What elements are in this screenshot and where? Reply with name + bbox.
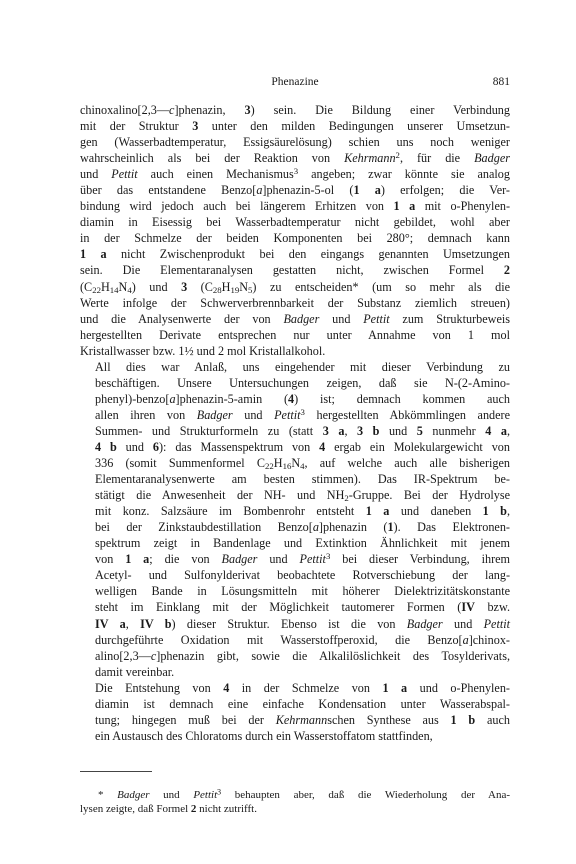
text-line: steht im Einklang mit der Möglichkeit tautomerer Formen (IV bzw.: [95, 600, 511, 615]
page-number: 881: [492, 76, 510, 88]
text-line: damit vereinbar.: [95, 664, 175, 679]
text-line: wahrscheinlich als bei der Reaktion von Kehrmann$^2$, für die Badger: [80, 150, 510, 166]
text-line: bindung wird jedoch auch bei längerem Erhitzen von 1 a mit o-Phenylen-: [80, 199, 511, 214]
text-line: durchgeführte Oxidation mit Wasserstoffperoxid, die Benzo[a]chinox-: [95, 632, 510, 647]
text-line: gen (Wasserbadtemperatur, Essigsäurelösung) schien uns noch weniger: [80, 135, 510, 150]
text-line: spektrum zeigt in Bandenlage und Extinktion Ähnlichkeit mit jenem: [95, 536, 510, 551]
text-line: Elementaranalysenwerte am besten stimmen). Das IR-Spektrum be-: [95, 472, 510, 487]
text-line: diamin ist demnach eine einfache Kondensation unter Wasserabspal-: [95, 696, 510, 711]
text-line: und die Analysenwerte der von Badger und Pettit zum Strukturbeweis: [80, 311, 511, 326]
paragraph: [80, 102, 510, 359]
text-line: 4 b und 6): das Massenspektrum von 4 ergab ein Molekulargewicht von: [95, 439, 510, 454]
text-line: Acetyl- und Sulfonylderivat beobachtete Rotverschiebung der lang-: [95, 568, 510, 583]
text-line: phenyl)-benzo[a]phenazin-5-amin (4) ist; demnach kommen auch: [95, 391, 510, 406]
text-line: allen ihren von Badger und Pettit$^3$ hergestellten Abkömmlingen andere: [95, 406, 511, 422]
text-line: stätigt die Anwesenheit der NH- und $NH_2$-Gruppe. Bei der Hydrolyse: [95, 488, 510, 504]
main-text: [80, 102, 510, 744]
text-line: bei der Zinkstaubdestillation Benzo[a]phenazin (1). Das Elektronen-: [95, 520, 510, 535]
text-line: und Pettit auch einen Mechanismus$^3$ angeben; zwar könnte sie analog: [80, 166, 510, 182]
text-line: 1 a nicht Zwischenprodukt bei den eingangs genannten Umsetzungen: [80, 247, 510, 262]
text-line: in der Schmelze der beiden Komponenten bei 280°; demnach kann: [80, 231, 510, 246]
text-line: Kristallwasser bzw. 1½ und 2 mol Kristallalkohol.: [80, 343, 326, 358]
text-line: mit konz. Salzsäure im Bombenrohr entsteht 1 a und daneben 1 b,: [95, 504, 510, 519]
text-line: 336 (somit Summenformel $C_{22}H_{16}N_4$, auf welche auch alle bisherigen: [95, 456, 511, 472]
text-line: $(C_{22}H_{14}N_4)$ und 3 $(C_{28}H_{19}N_5)$ zu entscheiden* (um so mehr als die: [80, 279, 511, 295]
text-line: Die Entstehung von 4 in der Schmelze von 1 a und o-Phenylen-: [95, 680, 510, 695]
text-line: hergestellten Derivate entsprechen nur unter Annahme von 1 mol: [80, 327, 510, 342]
text-line: mit der Struktur 3 unter den milden Bedingungen unserer Umsetzun-: [80, 119, 510, 134]
text-line: Summen- und Strukturformeln zu (statt 3 a, 3 b und 5 nunmehr 4 a,: [95, 423, 511, 438]
footnote-line: * Badger und Pettit$^3$ behaupten aber, daß die Wiederholung der Ana-: [98, 787, 511, 801]
running-header: [80, 76, 510, 92]
text-line: tung; hingegen muß bei der Kehrmannschen Synthese aus 1 b auch: [95, 712, 510, 727]
text-line: All dies war Anlaß, uns eingehender mit dieser Verbindung zu: [95, 359, 510, 374]
paragraph: [80, 359, 510, 680]
paragraph: [80, 680, 510, 744]
text-line: Werte infolge der Schwerverbrennbarkeit der Substanz ziemlich streuen): [80, 295, 510, 310]
text-line: welligen Bande in Lösungsmitteln mit höherer Dielektrizitätskonstante: [95, 584, 510, 599]
text-line: über das entstandene Benzo[a]phenazin-5-ol (1 a) erfolgen; die Ver-: [80, 183, 510, 198]
footnote-rule: [80, 771, 152, 772]
text-line: beschäftigen. Unsere Untersuchungen zeigen, daß sie N-(2-Amino-: [95, 375, 510, 390]
footnote: [80, 788, 510, 816]
running-title: Phenazine: [271, 76, 319, 88]
text-line: sein. Die Elementaranalysen gestatten nicht, zwischen Formel 2: [80, 263, 510, 278]
text-line: chinoxalino[2,3—c]phenazin, 3) sein. Die Bildung einer Verbindung: [80, 103, 510, 117]
text-line: IV a, IV b) dieser Struktur. Ebenso ist die von Badger und Pettit: [95, 616, 511, 631]
text-line: ein Austausch des Chloratoms durch ein Wasserstoffatom stattfinden,: [95, 728, 433, 743]
footnote-line: lysen zeigte, daß Formel 2 nicht zutrifft.: [80, 803, 257, 816]
text-line: von 1 a; die von Badger und Pettit$^3$ bei dieser Verbindung, ihrem: [95, 551, 511, 567]
text-line: diamin in Eisessig bei Wasserbadtemperatur nicht gebildet, wohl aber: [80, 215, 510, 230]
text-line: alino[2,3—c]phenazin gibt, sowie die Alkalilöslichkeit des Tosylderivats,: [95, 648, 510, 663]
